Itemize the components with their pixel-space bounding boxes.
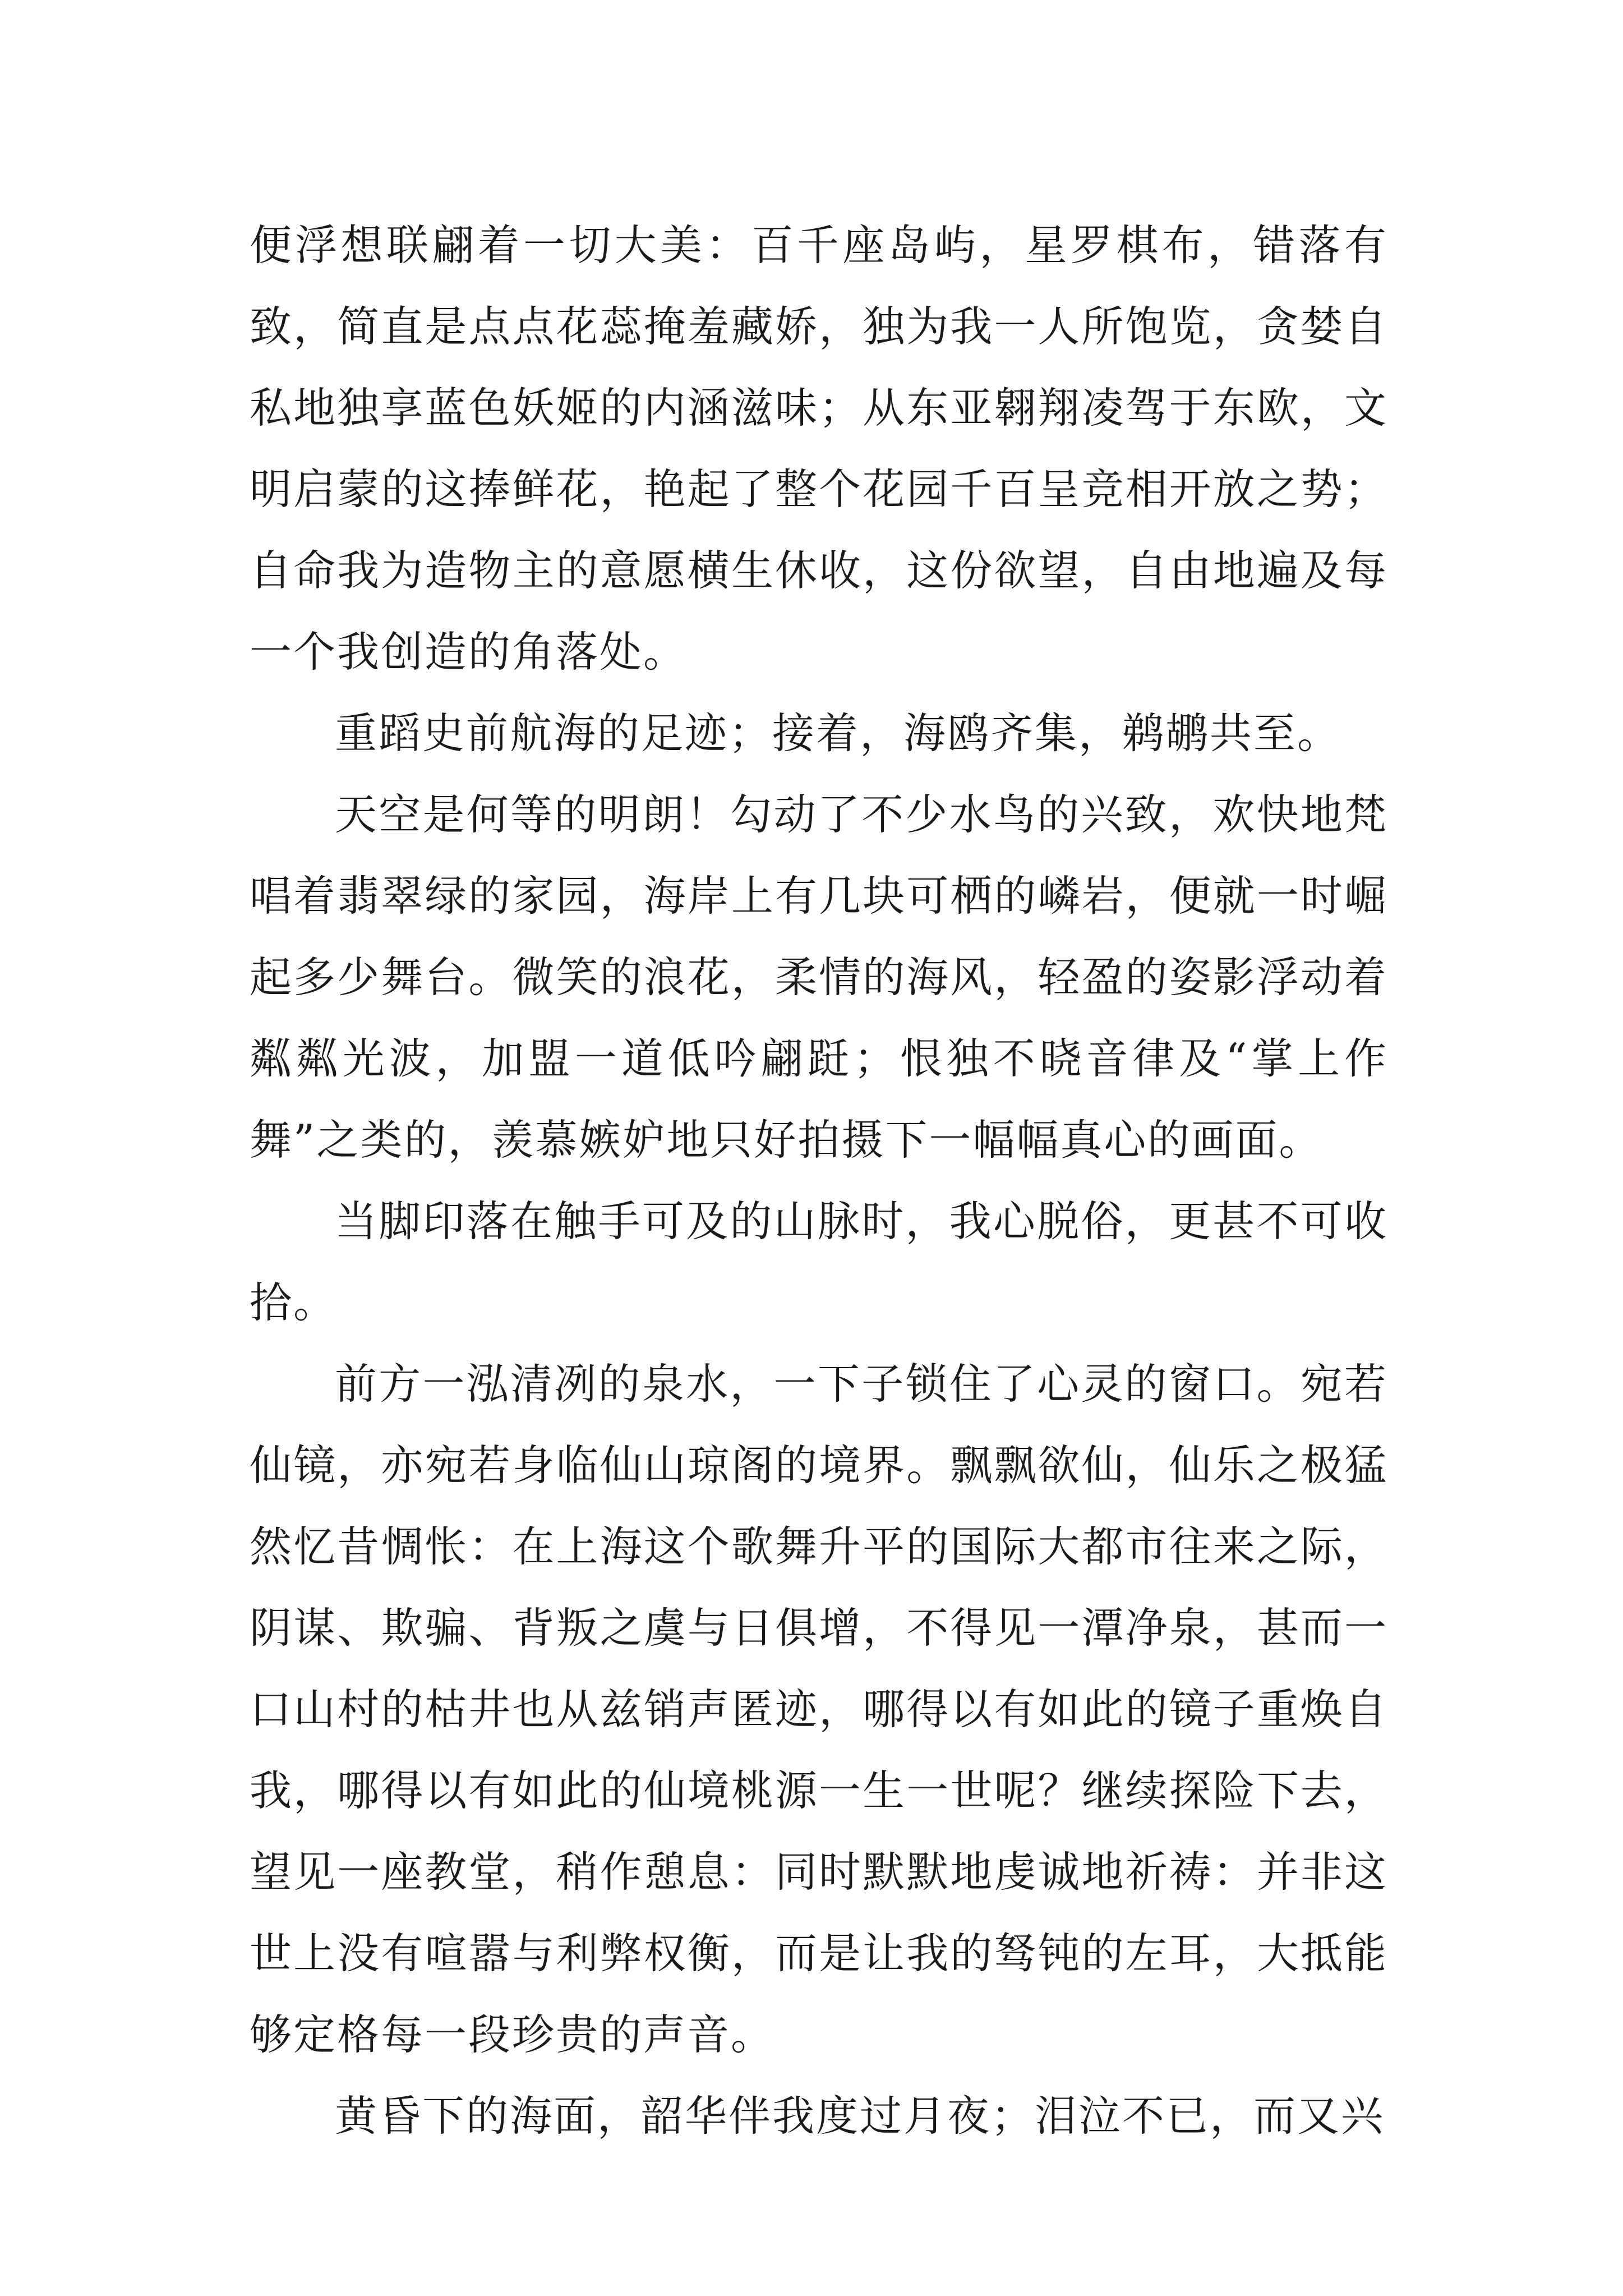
paragraph-3: 天空是何等的明朗！勾动了不少水鸟的兴致，欢快地梵唱着翡翠绿的家园，海岸上有几块可栖的嶙岩，便就一时崛起多少舞台。微笑的浪花，柔情的海风，轻盈的姿影浮动着粼粼光波，加盟一道低吟翩跹；恨独不晓音律及“掌上作舞”之类的，羡慕嫉妒地只好拍摄下一幅幅真心的画面。 bbox=[250, 790, 1388, 1165]
document-body bbox=[250, 205, 1388, 2157]
paragraph-2: 重蹈史前航海的足迹；接着，海鸥齐集，鹈鹕共至。 bbox=[335, 708, 1341, 758]
paragraph-1: 便浮想联翩着一切大美：百千座岛屿，星罗棋布，错落有致，简直是点点花蕊掩羞藏娇，独为我一人所饱览，贪婪自私地独享蓝色妖姬的内涵滋味；从东亚翱翔凌驾于东欧，文明启蒙的这捧鲜花，艳起了整个花园千百呈竞相开放之势；自命我为造物主的意愿横生休收，这份欲望，自由地遍及每一个我创造的角落处。 bbox=[250, 220, 1388, 677]
paragraph-5: 前方一泓清冽的泉水，一下子锁住了心灵的窗口。宛若仙镜，亦宛若身临仙山琼阁的境界。飘飘欲仙，仙乐之极猛然忆昔惆怅：在上海这个歌舞升平的国际大都市往来之际，阴谋、欺骗、背叛之虞与日俱增，不得见一潭净泉，甚而一口山村的枯井也从兹销声匿迹，哪得以有如此的镜子重焕自我，哪得以有如此的仙境桃源一生一世呢？继续探险下去，望见一座教堂，稍作憩息：同时默默地虔诚地祈祷：并非这世上没有喧嚣与利弊权衡，而是让我的驽钝的左耳，大抵能够定格每一段珍贵的声音。 bbox=[250, 1359, 1388, 2059]
paragraph-6: 黄昏下的海面，韶华伴我度过月夜；泪泣不已，而又兴 bbox=[335, 2091, 1385, 2141]
paragraph-4: 当脚印落在触手可及的山脉时，我心脱俗，更甚不可收拾。 bbox=[250, 1197, 1388, 1327]
